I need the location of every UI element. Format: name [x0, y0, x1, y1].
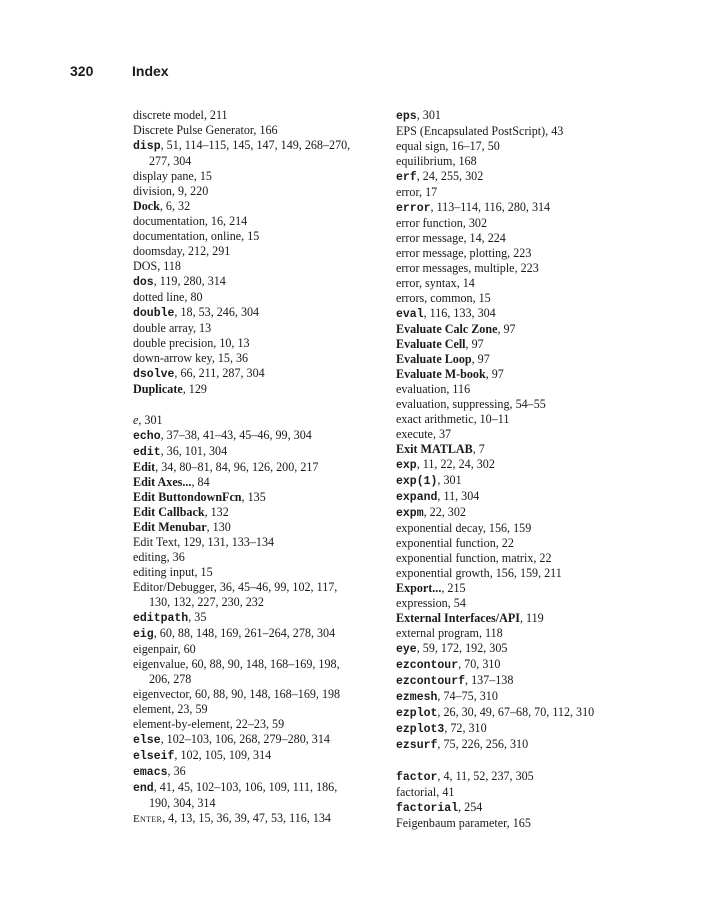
index-entry [396, 124, 686, 139]
index-entry [396, 505, 686, 521]
index-pages: , 215 [441, 581, 466, 595]
index-term: double array [133, 321, 193, 335]
index-entry [396, 246, 686, 261]
index-term: exp [396, 459, 417, 472]
index-pages: , 223 [514, 261, 539, 275]
index-term: factorial [396, 785, 437, 799]
index-entry [396, 596, 686, 611]
index-entry [133, 550, 398, 565]
index-term: ezplot [396, 707, 438, 720]
index-pages: , 43 [545, 124, 564, 138]
index-pages: , 132 [204, 505, 229, 519]
index-term: Edit Text [133, 535, 178, 549]
index-pages: , 15 [241, 229, 260, 243]
page-number: 320 [70, 63, 94, 79]
index-term: dotted line [133, 290, 185, 304]
index-term: echo [133, 430, 161, 443]
index-entry [133, 229, 398, 244]
index-pages: , 22–23, 59 [229, 717, 285, 731]
index-term: doomsday [133, 244, 182, 258]
index-term: Editor/Debugger [133, 580, 214, 594]
index-entry [133, 336, 398, 351]
index-entry [396, 673, 686, 689]
index-entry [133, 123, 398, 138]
index-pages: , 116, 133, 304 [423, 306, 496, 320]
index-pages: , 54 [447, 596, 466, 610]
index-term: display pane [133, 169, 194, 183]
index-pages: , 301 [416, 108, 441, 122]
index-term: eps [396, 110, 417, 123]
index-entry [133, 520, 398, 535]
index-term: external program [396, 626, 479, 640]
index-pages: , 15 [472, 291, 491, 305]
index-entry [396, 536, 686, 551]
index-term: Evaluate Cell [396, 337, 466, 351]
index-pages-continued: 277, 304 [149, 154, 192, 168]
index-pages: , 84 [191, 475, 210, 489]
index-pages: , 254 [458, 800, 483, 814]
index-term: Evaluate Loop [396, 352, 472, 366]
index-term: expm [396, 507, 424, 520]
index-entry [133, 780, 398, 811]
index-pages: , 130 [206, 520, 231, 534]
index-entry [133, 642, 398, 657]
index-pages: , 165 [506, 816, 531, 830]
index-pages: , 14 [456, 276, 475, 290]
index-entry [133, 610, 398, 626]
index-pages: , 60, 88, 148, 169, 261–264, 278, 304 [153, 626, 336, 640]
index-pages: , 97 [485, 367, 504, 381]
index-entry [133, 460, 398, 475]
running-title: Index [132, 63, 169, 79]
index-entry [133, 748, 398, 764]
index-term: equilibrium [396, 154, 453, 168]
index-pages: , 59, 172, 192, 305 [416, 641, 508, 655]
index-entry [133, 505, 398, 520]
index-entry [396, 139, 686, 154]
index-term: Edit [133, 460, 156, 474]
index-term: Feigenbaum parameter [396, 816, 507, 830]
index-entry [133, 274, 398, 290]
index-entry [133, 702, 398, 717]
index-pages: , 24, 255, 302 [416, 169, 484, 183]
index-term: Discrete Pulse Generator [133, 123, 254, 137]
index-term: evaluation, suppressing [396, 397, 510, 411]
index-entry [133, 657, 398, 687]
index-term: error message, plotting [396, 246, 508, 260]
index-entry [396, 769, 686, 785]
index-entry [396, 641, 686, 657]
index-term: Edit Axes... [133, 475, 192, 489]
index-pages: , 97 [497, 322, 516, 336]
index-entry [396, 457, 686, 473]
index-pages: , 36, 101, 304 [160, 444, 228, 458]
index-entry [133, 444, 398, 460]
index-term: element [133, 702, 172, 716]
index-pages: , 119, 280, 314 [153, 274, 226, 288]
index-pages: , 11, 22, 24, 302 [416, 457, 495, 471]
index-term: emacs [133, 766, 168, 779]
index-entry [133, 321, 398, 336]
index-entry [396, 800, 686, 816]
index-pages: , 15 [193, 169, 212, 183]
index-term: DOS [133, 259, 158, 273]
index-entry [396, 816, 686, 831]
index-term: erf [396, 171, 417, 184]
index-entry [133, 535, 398, 550]
index-pages: , 26, 30, 49, 67–68, 70, 112, 310 [437, 705, 595, 719]
index-pages: , 18, 53, 246, 304 [174, 305, 260, 319]
index-pages: , 166 [253, 123, 278, 137]
index-entry [396, 261, 686, 276]
index-pages: , 41 [436, 785, 455, 799]
index-term: ezcontourf [396, 675, 466, 688]
index-entry [133, 305, 398, 321]
index-pages: , 70, 310 [458, 657, 501, 671]
index-term: down-arrow key [133, 351, 212, 365]
index-entry [396, 721, 686, 737]
index-entry [396, 352, 686, 367]
index-pages: , 302 [462, 216, 488, 230]
index-pages: , 156, 159, 211 [489, 566, 562, 580]
index-term: Edit ButtondownFcn [133, 490, 242, 504]
index-term: double [133, 307, 175, 320]
index-pages: , 80 [184, 290, 203, 304]
index-entry [133, 214, 398, 229]
index-pages: , 301 [138, 413, 163, 427]
index-pages-continued: 206, 278 [149, 672, 192, 686]
index-term: expression [396, 596, 448, 610]
index-entry [133, 732, 398, 748]
index-term: eigenvector [133, 687, 189, 701]
index-term: factor [396, 771, 438, 784]
index-term: EPS (Encapsulated PostScript) [396, 124, 546, 138]
index-term: error, syntax [396, 276, 457, 290]
index-entry [396, 108, 686, 124]
index-entry [133, 687, 398, 702]
index-column-left [133, 108, 398, 827]
index-pages: , 16–17, 50 [445, 139, 500, 153]
index-entry [396, 611, 686, 626]
index-term: exponential function, matrix [396, 551, 534, 565]
index-term: eigenvalue [133, 657, 186, 671]
index-term: documentation, online [133, 229, 242, 243]
index-term: eval [396, 308, 424, 321]
index-term: External Interfaces/API [396, 611, 520, 625]
index-pages: , 118 [157, 259, 181, 273]
index-pages: , 54–55 [509, 397, 546, 411]
index-term: equal sign [396, 139, 446, 153]
index-pages: , 60, 88, 90, 148, 168–169, 198 [188, 687, 341, 701]
index-term: error [396, 202, 431, 215]
index-term: documentation [133, 214, 205, 228]
index-pages: , 11, 304 [437, 489, 480, 503]
index-entry [396, 337, 686, 352]
letter-group-gap [396, 753, 686, 769]
index-term: Evaluate M-book [396, 367, 486, 381]
index-entry [396, 521, 686, 536]
index-entry [133, 811, 398, 827]
index-pages: , 15, 36 [211, 351, 249, 365]
index-entry [396, 473, 686, 489]
index-entry [396, 551, 686, 566]
index-entry [396, 276, 686, 291]
index-pages: , 116 [446, 382, 471, 396]
index-term: dos [133, 276, 154, 289]
index-entry [133, 428, 398, 444]
letter-group-gap [133, 397, 398, 413]
index-term: error message [396, 231, 464, 245]
index-pages: , 137–138 [465, 673, 514, 687]
index-pages: , 212, 291 [181, 244, 231, 258]
index-term: Edit Callback [133, 505, 205, 519]
index-term: Export... [396, 581, 442, 595]
index-entry [396, 185, 686, 200]
index-pages: , 211 [203, 108, 228, 122]
index-pages: , 10, 13 [213, 336, 250, 350]
index-term: error messages, multiple [396, 261, 515, 275]
index-entry [396, 657, 686, 673]
index-pages: , 35 [188, 610, 207, 624]
index-pages-continued: 190, 304, 314 [149, 796, 216, 810]
index-pages: , 97 [465, 337, 484, 351]
index-term: error [396, 185, 420, 199]
index-term: elseif [133, 750, 175, 763]
index-term: e [133, 413, 139, 427]
index-entry [396, 216, 686, 231]
index-term: ezsurf [396, 739, 438, 752]
index-term: eye [396, 643, 417, 656]
index-entry [133, 184, 398, 199]
index-pages: , 168 [452, 154, 477, 168]
index-entry [133, 351, 398, 366]
index-entry [133, 565, 398, 580]
index-pages: , 113–114, 116, 280, 314 [430, 200, 551, 214]
index-entry [133, 490, 398, 505]
index-term: end [133, 782, 154, 795]
index-term: Duplicate [133, 382, 183, 396]
index-pages-continued: 130, 132, 227, 230, 232 [149, 595, 264, 609]
index-term: error function [396, 216, 463, 230]
index-pages: , 16, 214 [204, 214, 248, 228]
index-pages: , 75, 226, 256, 310 [437, 737, 529, 751]
index-term: exponential decay [396, 521, 483, 535]
index-pages: , 9, 220 [171, 184, 209, 198]
index-term: Evaluate Calc Zone [396, 322, 498, 336]
index-term: editing input [133, 565, 195, 579]
index-pages: , 6, 32 [159, 199, 191, 213]
index-pages: , 60, 88, 90, 148, 168–169, 198, [185, 657, 340, 671]
index-term: eigenpair [133, 642, 178, 656]
index-pages: , 156, 159 [482, 521, 532, 535]
index-pages: , 102, 105, 109, 314 [174, 748, 272, 762]
index-term: Dock [133, 199, 160, 213]
index-entry [396, 581, 686, 596]
index-entry [396, 442, 686, 457]
index-entry [396, 231, 686, 246]
index-entry [133, 108, 398, 123]
index-pages: , 41, 45, 102–103, 106, 109, 111, 186, [153, 780, 338, 794]
index-term: expand [396, 491, 438, 504]
index-term: Exit MATLAB [396, 442, 473, 456]
index-term: dsolve [133, 368, 175, 381]
index-entry [133, 717, 398, 732]
index-term: ezmesh [396, 691, 438, 704]
index-term: double precision [133, 336, 214, 350]
index-pages: , 37 [432, 427, 452, 441]
index-entry [396, 412, 686, 427]
index-entry [396, 306, 686, 322]
index-term: ezcontour [396, 659, 459, 672]
index-term: exp(1) [396, 475, 438, 488]
index-entry [396, 322, 686, 337]
index-entry [133, 259, 398, 274]
index-pages: , 97 [471, 352, 490, 366]
index-pages: , 10–11 [473, 412, 510, 426]
index-pages: , 4, 13, 15, 36, 39, 47, 53, 116, 134 [162, 811, 331, 825]
index-term: factorial [396, 802, 459, 815]
index-term: exponential function [396, 536, 496, 550]
index-entry [396, 489, 686, 505]
index-term: evaluation [396, 382, 447, 396]
index-term: element-by-element [133, 717, 230, 731]
index-term: edit [133, 446, 161, 459]
index-entry [396, 397, 686, 412]
index-pages: , 72, 310 [444, 721, 487, 735]
index-pages: , 22 [495, 536, 514, 550]
index-pages: , 118 [478, 626, 503, 640]
index-pages: , 23, 59 [171, 702, 208, 716]
index-pages: , 60 [177, 642, 196, 656]
index-entry [396, 367, 686, 382]
index-term: errors, common [396, 291, 473, 305]
index-entry [396, 737, 686, 753]
index-term: exact arithmetic [396, 412, 474, 426]
index-term: exponential growth [396, 566, 490, 580]
index-entry [396, 566, 686, 581]
index-entry [133, 366, 398, 382]
index-pages: , 74–75, 310 [437, 689, 498, 703]
index-entry [133, 382, 398, 397]
index-pages: , 4, 11, 52, 237, 305 [437, 769, 534, 783]
index-pages: , 22, 302 [423, 505, 466, 519]
index-term: Enter [133, 813, 163, 825]
index-entry [396, 154, 686, 169]
index-term: else [133, 734, 161, 747]
index-column-right [396, 108, 686, 831]
index-pages: , 301 [437, 473, 462, 487]
index-entry [133, 290, 398, 305]
index-entry [396, 291, 686, 306]
index-pages: , 15 [194, 565, 213, 579]
index-entry [133, 138, 398, 169]
index-pages: , 14, 224 [463, 231, 506, 245]
index-term: Edit Menubar [133, 520, 207, 534]
index-entry [133, 580, 398, 610]
index-pages: , 36 [166, 550, 185, 564]
index-entry [396, 705, 686, 721]
index-entry [396, 689, 686, 705]
index-pages: , 22 [533, 551, 552, 565]
index-pages: , 36, 45–46, 99, 102, 117, [213, 580, 338, 594]
index-pages: , 129 [182, 382, 207, 396]
index-entry [396, 382, 686, 397]
index-entry [396, 626, 686, 641]
index-pages: , 7 [472, 442, 485, 456]
index-pages: , 13 [193, 321, 212, 335]
index-entry [133, 626, 398, 642]
index-entry [396, 785, 686, 800]
index-pages: , 223 [507, 246, 532, 260]
index-term: editing [133, 550, 167, 564]
index-entry [133, 764, 398, 780]
index-pages: , 129, 131, 133–134 [177, 535, 275, 549]
index-term: division [133, 184, 172, 198]
index-entry [133, 244, 398, 259]
index-term: disp [133, 140, 161, 153]
index-entry [396, 427, 686, 442]
index-pages: , 37–38, 41–43, 45–46, 99, 304 [160, 428, 312, 442]
index-term: discrete model [133, 108, 204, 122]
index-term: editpath [133, 612, 189, 625]
page-header [70, 63, 630, 83]
index-entry [133, 199, 398, 214]
index-pages: , 66, 211, 287, 304 [174, 366, 265, 380]
index-entry [133, 169, 398, 184]
index-entry [133, 413, 398, 428]
index-pages: , 135 [241, 490, 266, 504]
index-pages: , 102–103, 106, 268, 279–280, 314 [160, 732, 330, 746]
index-pages: , 17 [419, 185, 438, 199]
index-entry [396, 169, 686, 185]
index-pages: , 119 [519, 611, 544, 625]
index-term: execute [396, 427, 433, 441]
index-term: eig [133, 628, 154, 641]
index-pages: , 51, 114–115, 145, 147, 149, 268–270, [160, 138, 351, 152]
index-entry [396, 200, 686, 216]
index-pages: , 34, 80–81, 84, 96, 126, 200, 217 [155, 460, 319, 474]
index-entry [133, 475, 398, 490]
index-pages: , 36 [167, 764, 186, 778]
index-term: ezplot3 [396, 723, 445, 736]
